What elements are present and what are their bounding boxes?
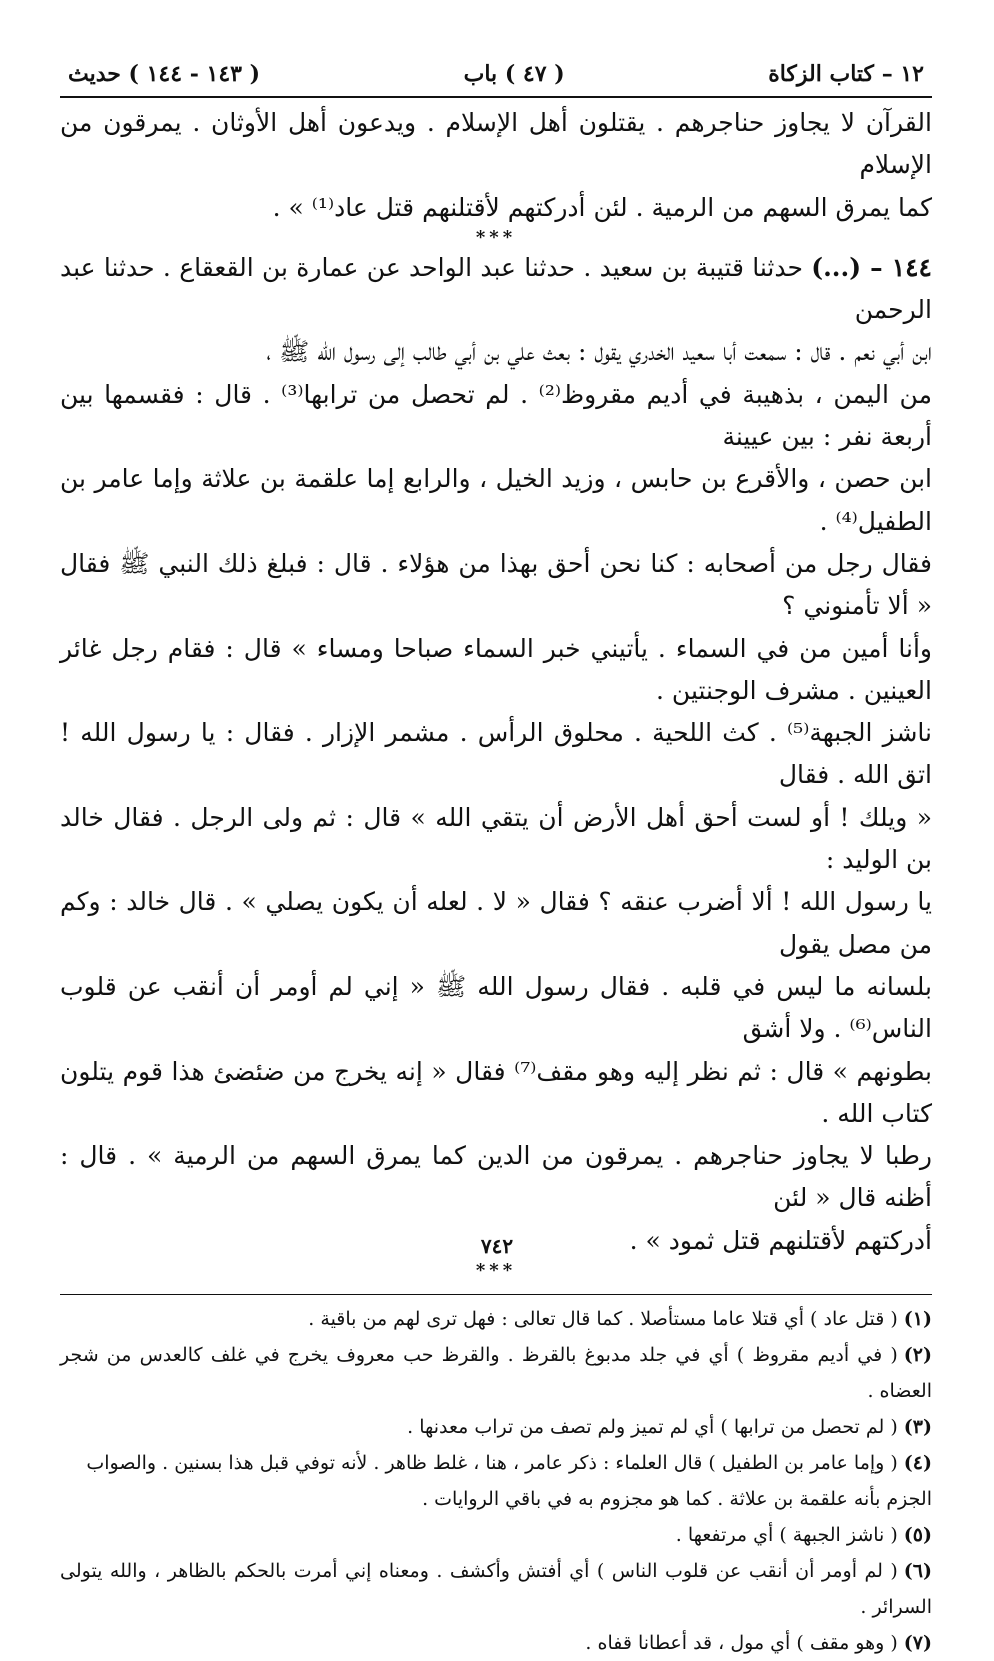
header-hadith-range: ( ١٤٣ - ١٤٤ ) حديث (68, 61, 261, 87)
footnote (60, 1337, 932, 1409)
text-line: كما يمرق السهم من الرمية . لئن أدركتهم لأقتلنهم قتل عاد⁽¹⁾ » . (272, 192, 932, 222)
section-separator: *** (475, 226, 517, 248)
footnote-number: (٣) (903, 1416, 932, 1439)
footnote (60, 1445, 932, 1481)
text-line: حدثنا قتيبة بن سعيد . حدثنا عبد الواحد عن عمارة بن القعقاع . حدثنا عبد الرحمن (60, 252, 932, 325)
footnote-number: (٦) (903, 1560, 932, 1583)
footnote-text: ( وهو مقف ) أي مول ، قد أعطانا قفاه . (585, 1632, 898, 1655)
text-line: ناشز الجبهة⁽⁵⁾ . كث اللحية . محلوق الرأس . مشمر الإزار . فقال : يا رسول الله ! اتق الله . فقال (60, 718, 932, 790)
page-number: ٧٤٢ (480, 1234, 514, 1258)
footnotes (60, 1301, 932, 1661)
footnote-text: ( ناشز الجبهة ) أي مرتفعها . (675, 1524, 898, 1547)
text-line: من اليمن ، بذهيبة في أديم مقروظ⁽²⁾ . لم تحصل من ترابها⁽³⁾ . قال : فقسمها بين أربعة نفر : بين عيينة (60, 379, 932, 452)
text-line: وأنا أمين من في السماء . يأتيني خبر السماء صباحا ومساء » قال : فقام رجل غائر العينين . مشرف الوجنتين . (60, 633, 932, 705)
footnote-rule (60, 1294, 932, 1295)
footnote (60, 1625, 932, 1661)
section-separator: *** (475, 1260, 517, 1282)
footnote (60, 1517, 932, 1553)
text-line: فقال رجل من أصحابه : كنا نحن أحق بهذا من هؤلاء . قال : فبلغ ذلك النبي ﷺ فقال « ألا تأمنوني ؟ (60, 548, 932, 621)
text-line: القرآن لا يجاوز حناجرهم . يقتلون أهل الإسلام . ويدعون أهل الأوثان . يمرقون من الإسلام (60, 108, 932, 180)
footnote (60, 1409, 932, 1445)
text-line: أدركتهم لأقتلنهم قتل ثمود » . (629, 1225, 932, 1255)
footnote-text: ( وإما عامر بن الطفيل ) قال العلماء : ذكر عامر ، هنا ، غلط ظاهر . لأنه توفي قبل هذا بسنين . والصواب (86, 1452, 898, 1475)
page (60, 52, 932, 1661)
footnote-text: ( لم أومر أن أنقب عن قلوب الناس ) أي أفتش وأكشف . ومعناه إني أمرت بالحكم بالظاهر ، والله يتولى السرائر . (60, 1560, 932, 1619)
footnote-text: ( لم تحصل من ترابها ) أي لم تميز ولم تصف من تراب معدنها . (407, 1416, 898, 1439)
text-line: بطونهم » قال : ثم نظر إليه وهو مقف⁽⁷⁾ فقال « إنه يخرج من ضئضئ هذا قوم يتلون كتاب الله . (60, 1056, 933, 1128)
footnote-number: (٥) (903, 1524, 932, 1547)
text-line: يا رسول الله ! ألا أضرب عنقه ؟ فقال « لا . لعله أن يكون يصلي » . قال خالد : وكم من مصل يقول (60, 887, 932, 959)
running-header (60, 52, 932, 96)
header-book-title: ١٢ – كتاب الزكاة (768, 61, 924, 87)
footnote-text: ( قتل عاد ) أي قتلا عاما مستأصلا . كما قال تعالى : فهل ترى لهم من باقية . (308, 1308, 898, 1331)
footnote-number: (٢) (903, 1344, 932, 1367)
footnote (60, 1301, 932, 1337)
main-text (60, 102, 932, 1280)
footnote (60, 1553, 932, 1625)
text-line: ابن حصن ، والأقرع بن حابس ، وزيد الخيل ، والرابع إما علقمة بن علاثة وإما عامر بن الطفيل⁽⁴⁾ . (60, 464, 932, 536)
hadith-number: ١٤٤ – (...) (811, 252, 932, 282)
footnote-number: (٧) (903, 1632, 932, 1655)
text-line: بلسانه ما ليس في قلبه . فقال رسول الله ﷺ « إني لم أومر أن أنقب عن قلوب الناس⁽⁶⁾ . ولا أشق (60, 971, 932, 1044)
footnote-continuation: الجزم بأنه علقمة بن علاثة . كما هو مجزوم به في باقي الروايات . (422, 1488, 932, 1511)
hadith-first-line (60, 247, 932, 332)
text-line: ابن أبي نعم . قال : سمعت أبا سعيد الخدري يقول : بعث علي بن أبي طالب إلى رسول الله ﷺ ، (266, 337, 932, 367)
header-rule (60, 96, 932, 98)
header-chapter: ( ٤٧ ) باب (463, 61, 565, 87)
text-line: « ويلك ! أو لست أحق أهل الأرض أن يتقي الله » قال : ثم ولى الرجل . فقال خالد بن الوليد : (60, 802, 932, 875)
footnote-number: (١) (903, 1308, 932, 1331)
footnote-number: (٤) (903, 1452, 932, 1475)
text-line: رطبا لا يجاوز حناجرهم . يمرقون من الدين كما يمرق السهم من الرمية » . قال : أظنه قال « لئن (60, 1141, 932, 1213)
footnote-text: ( في أديم مقروظ ) أي في جلد مدبوغ بالقرظ . والقرظ حب معروف يخرج في غلف كالعدس من شجر العضاه . (60, 1344, 932, 1403)
